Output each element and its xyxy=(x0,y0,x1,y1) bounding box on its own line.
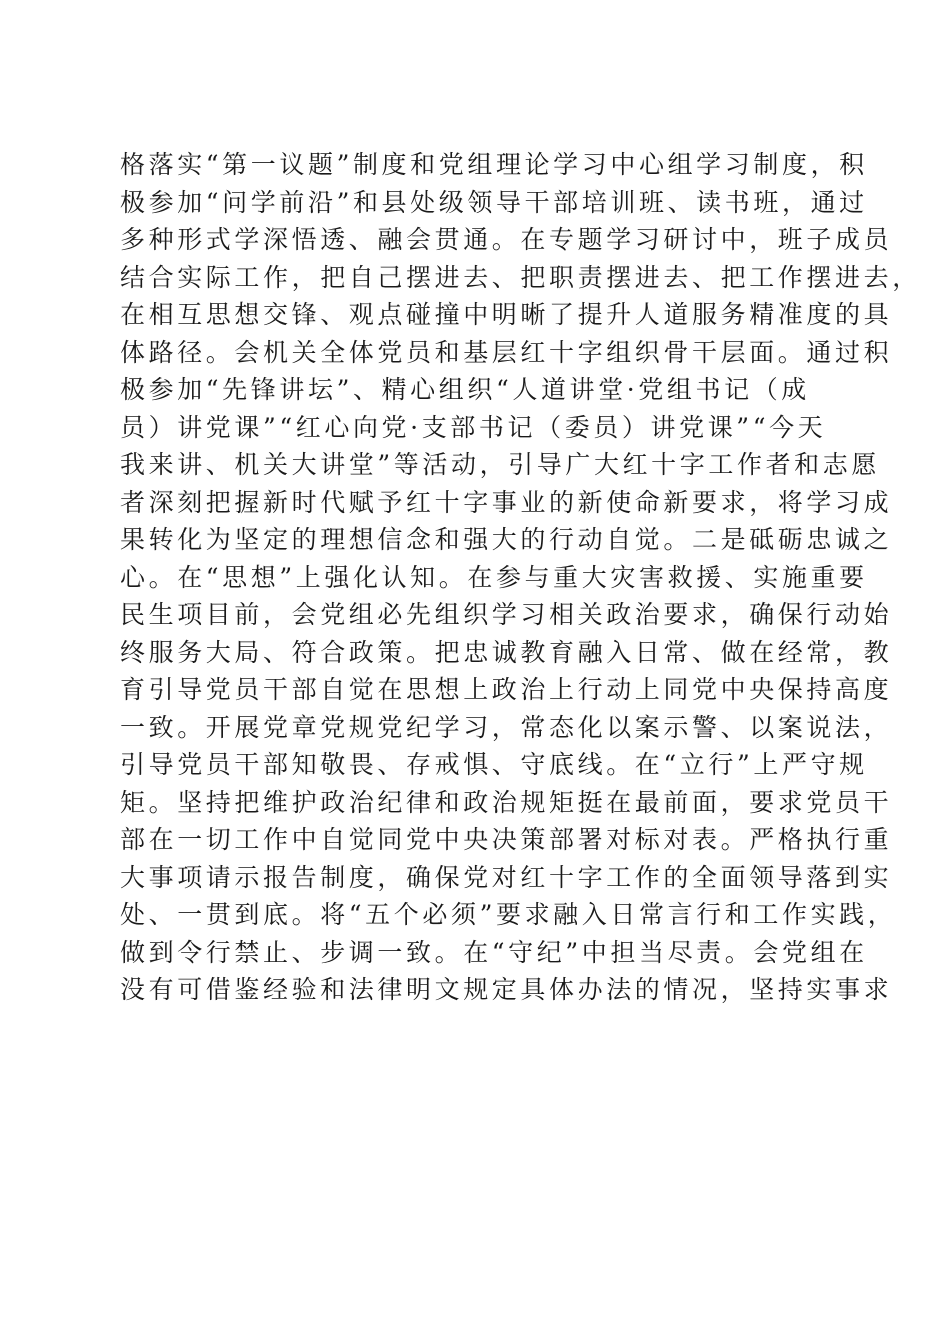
text-line: 果转化为坚定的理想信念和强大的行动自觉。二是砥砺忠诚之 xyxy=(120,525,893,554)
text-line: 在相互思想交锋、观点碰撞中明晰了提升人道服务精准度的具 xyxy=(120,300,893,329)
text-line: 格落实“第一议题”制度和党组理论学习中心组学习制度，积 xyxy=(120,150,868,179)
text-line: 一致。开展党章党规党纪学习，常态化以案示警、以案说法， xyxy=(120,712,893,742)
text-line: 我来讲、机关大讲堂”等活动，引导广大红十字工作者和志愿 xyxy=(120,450,880,479)
text-line: 没有可借鉴经验和法律明文规定具体办法的情况，坚持实事求 xyxy=(120,975,893,1004)
text-line: 心。在“思想”上强化认知。在参与重大灾害救援、实施重要 xyxy=(120,562,868,592)
text-line: 做到令行禁止、步调一致。在“守纪”中担当尽责。会党组在 xyxy=(120,937,868,967)
text-line: 极参加“先锋讲坛”、精心组织“人道讲堂·党组书记（成 xyxy=(120,375,810,404)
text-line: 矩。坚持把维护政治纪律和政治规矩挺在最前面，要求党员干 xyxy=(120,787,893,817)
text-line: 极参加“问学前沿”和县处级领导干部培训班、读书班，通过 xyxy=(120,187,868,217)
text-line: 终服务大局、符合政策。把忠诚教育融入日常、做在经常，教 xyxy=(120,637,893,667)
text-line: 多种形式学深悟透、融会贯通。在专题学习研讨中，班子成员 xyxy=(120,225,893,254)
text-line: 民生项目前，会党组必先组织学习相关政治要求，确保行动始 xyxy=(120,600,893,629)
text-line: 结合实际工作，把自己摆进去、把职责摆进去、把工作摆进去， xyxy=(120,262,921,292)
text-line: 部在一切工作中自觉同党中央决策部署对标对表。严格执行重 xyxy=(120,825,893,854)
text-line: 体路径。会机关全体党员和基层红十字组织骨干层面。通过积 xyxy=(120,337,893,367)
text-line: 者深刻把握新时代赋予红十字事业的新使命新要求，将学习成 xyxy=(120,487,893,517)
text-line: 引导党员干部知敬畏、存戒惧、守底线。在“立行”上严守规 xyxy=(120,750,868,779)
text-line: 处、一贯到底。将“五个必须”要求融入日常言行和工作实践， xyxy=(120,900,897,929)
text-line: 大事项请示报告制度，确保党对红十字工作的全面领导落到实 xyxy=(120,862,893,892)
text-line: 育引导党员干部自觉在思想上政治上行动上同党中央保持高度 xyxy=(120,675,893,704)
body-text xyxy=(120,146,921,1009)
text-line: 员）讲党课”“红心向党·支部书记（委员）讲党课”“今天 xyxy=(120,412,827,442)
